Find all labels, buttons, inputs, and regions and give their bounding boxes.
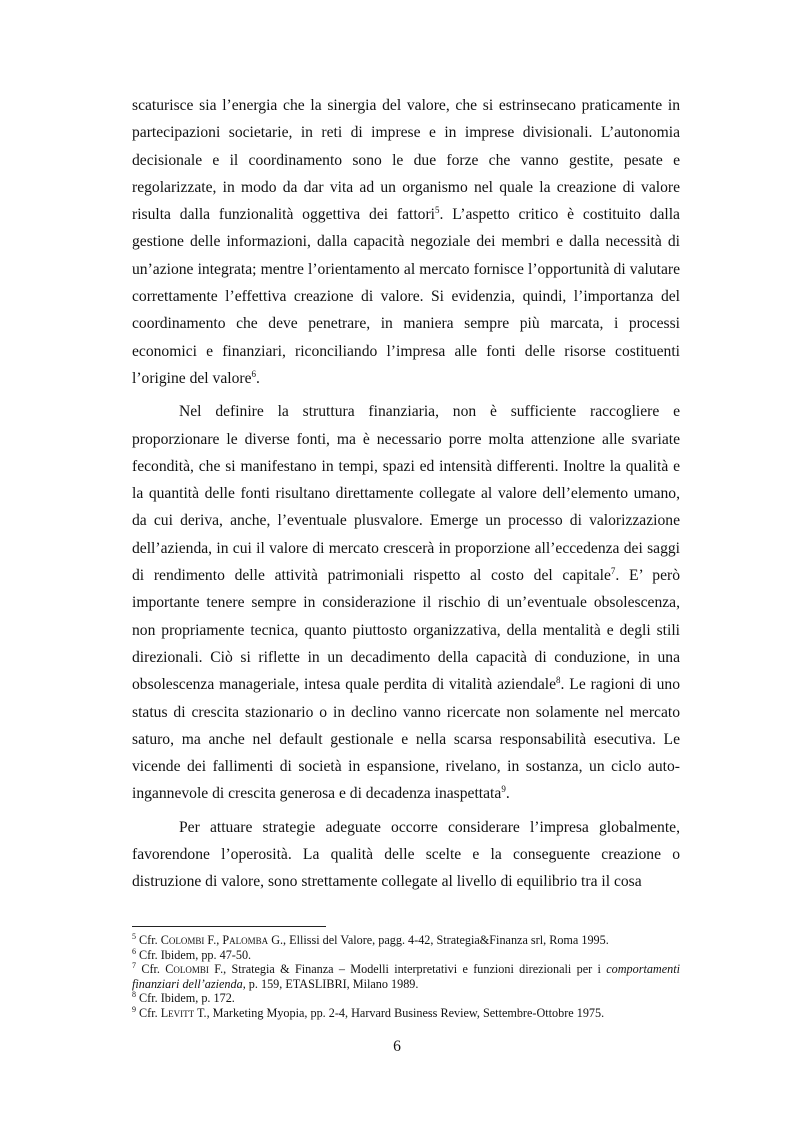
footnote-ref-7[interactable]: 7 xyxy=(610,565,616,576)
footnote-6: $^6$ Cfr. Ibidem, pp. 47-50. xyxy=(132,946,252,962)
paragraph-3: Per attuare strategie adeguate occorre considerare l’impresa globalmente, favorendone l’operosità. La qualità delle scelte e la conseguente creazione o distruzione di valore, sono strettamente collegate al livello di equilibrio tra il cosa xyxy=(132,818,680,891)
page-number: 6 xyxy=(393,1038,401,1055)
footnote-ref-9[interactable]: 9 xyxy=(501,784,506,795)
footnote-8: $^8$ Cfr. Ibidem, p. 172. xyxy=(132,990,235,1006)
footnotes xyxy=(132,933,680,1021)
paragraph-2: Nel definire la struttura finanziaria, non è sufficiente raccogliere e proporzionare le diverse fonti, ma è necessario porre molta attenzione alle svariate fecondità, che si manifestano in tempi, spazi ed intensità differenti. Inoltre la qualità e la quantità delle fonti risultano direttamente collegate al valore dell’elemento umano, da cui deriva, anche, l’eventuale plusvalore. Emerge un processo di valorizzazione dell’azienda, in cui il valore di mercato crescerà in proporzione all’eccedenza dei saggi di rendimento delle attività patrimoniali rispetto al costo del capitale$^7$. E’ però importante tenere sempre in considerazione il rischio di un’eventuale obsolescenza, non propriamente tecnica, quanto piuttosto organizzativa, della mentalità e degli stili direzionali. Ciò si riflette in un decadimento della capacità di conduzione, in una obsolescenza manageriale, intesa quale perdita di vitalità aziendale$^8$. Le ragioni di uno status di crescita stazionario o in declino vanno ricercate non solamente nel mercato saturo, ma anche nel default gestionale e nella scarsa responsabilità esecutiva. Le vicende dei fallimenti di società in espansione, rivelano, in sostanza, un ciclo auto-ingannevole di crescita generosa e di decadenza inaspettata$^9$. xyxy=(132,403,681,803)
footnote-9: $^9$ Cfr. Levitt T., Marketing Myopia, pp. 2-4, Harvard Business Review, Settembre-Ottobre 1975. xyxy=(132,1004,605,1020)
footnote-ref-6[interactable]: 6 xyxy=(251,368,257,379)
footnote-ref-5[interactable]: 5 xyxy=(434,205,440,215)
footnote-5: $^5$ Cfr. Colombi F., Palomba G., Ellissi del Valore, pagg. 4-42, Strategia&Finanza srl, Roma 1995. xyxy=(132,931,609,947)
body-text xyxy=(132,92,680,896)
paragraph-1: scaturisce sia l’energia che la sinergia del valore, che si estrinsecano praticamente in partecipazioni societarie, in reti di imprese e in imprese divisionali. L’autonomia decisionale e il coordinamento sono le due forze che vanno gestite, pesate e regolarizzate, in modo da dar vita ad un organismo nel quale la creazione di valore risulta dalla funzionalità oggettiva dei fattori$^5$. L’aspetto critico è costituito dalla gestione delle informazioni, dalla capacità negoziale dei membri e dalla necessità di un’azione integrata; mentre l’orientamento al mercato fornisce l’opportunità di valutare correttamente l’effettiva creazione di valore. Si evidenzia, quindi, l’importanza del coordinamento che deve penetrare, in maniera sempre più marcata, i processi economici e finanziari, riconciliando l’impresa alle fonti delle risorse costituenti l’origine del valore$^6$. xyxy=(132,97,680,387)
footnote-7: $^7$ Cfr. Colombi F., Strategia & Finanza – Modelli interpretativi e funzioni direzionali per i comportamenti finanziari dell’azienda, p. 159, ETASLIBRI, Milano 1989. xyxy=(132,961,681,991)
footnote-separator xyxy=(132,926,326,927)
footnote-ref-8[interactable]: 8 xyxy=(556,675,561,686)
